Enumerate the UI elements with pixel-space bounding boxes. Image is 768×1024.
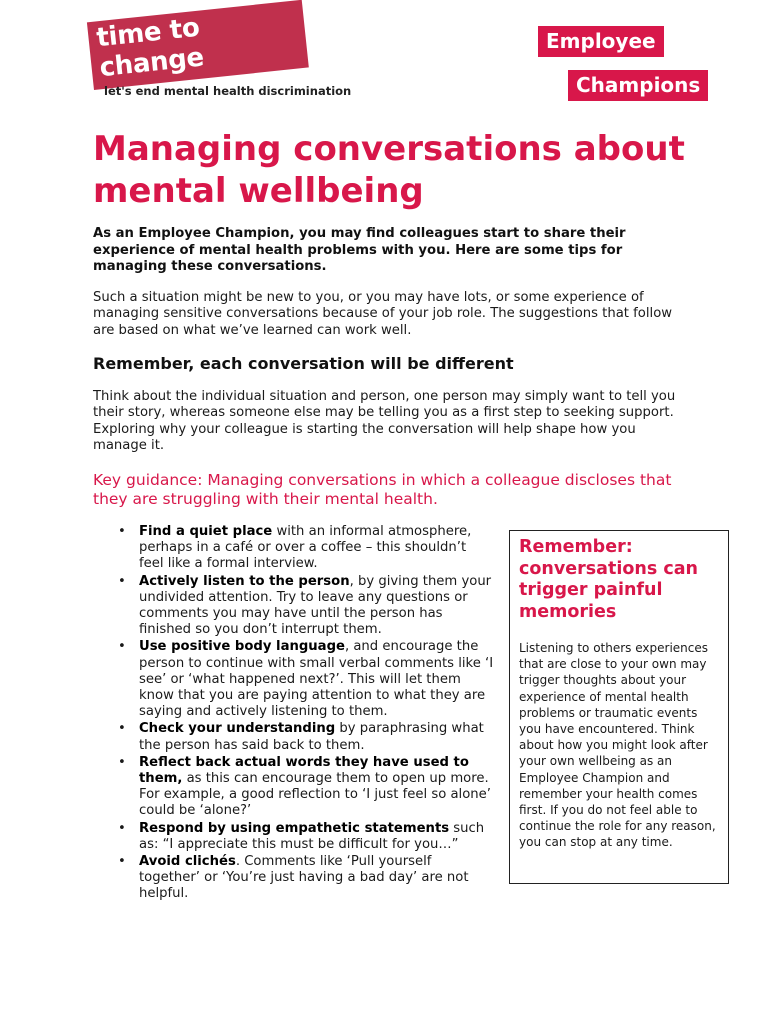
list-item xyxy=(118,755,494,820)
tip-lead: Use positive body language xyxy=(139,639,345,655)
tip-lead: Check your understanding xyxy=(139,721,336,737)
tip-lead: Find a quiet place xyxy=(139,524,273,539)
list-item xyxy=(118,574,494,639)
tip-lead: Reflect back actual words they have used to them, xyxy=(139,754,469,787)
tip-lead: Actively listen to the person xyxy=(139,573,350,589)
section-subheading: Remember, each conversation will be different xyxy=(93,354,514,373)
bullet: • xyxy=(118,820,126,836)
tip-text: . Comments like ‘Pull yourself together’ or ‘You’re just having a bad day’ are not helpful. xyxy=(139,854,469,902)
bullet: • xyxy=(118,754,126,770)
tips-list xyxy=(118,524,494,904)
list-item xyxy=(118,821,494,853)
bullet: • xyxy=(118,524,126,539)
tip-lead: Respond by using empathetic statements xyxy=(139,820,450,836)
tip-text: such as: “I appreciate this must be difficult for you…” xyxy=(139,820,485,852)
time-to-change-logo xyxy=(94,12,310,90)
tip-text: , and encourage the person to continue with small verbal comments like ‘I see’ or ‘what happened next?’. This will let them know that you are paying attention to what they are saying and actively listening to them. xyxy=(139,639,494,720)
key-guidance-heading: Key guidance: Managing conversations in which a colleague discloses that they are struggling with their mental health. xyxy=(93,471,672,508)
tip-lead: Avoid clichés xyxy=(139,854,236,870)
sidebox-body: Listening to others experiences that are close to your own may trigger thoughts about your experience of mental health problems or traumatic events you have encountered. Think about how you might look after your own wellbeing as an Employee Champion and remember your health comes first. If you do not feel able to continue the role for any reason, you can stop at any time. xyxy=(519,641,716,850)
page-title: Managing conversations about mental wellbeing xyxy=(93,129,685,211)
ec-logo-top: Employee xyxy=(538,26,664,57)
bullet: • xyxy=(118,721,126,737)
reminder-sidebox xyxy=(509,530,729,884)
ec-logo-bottom: Champions xyxy=(568,70,708,101)
list-item xyxy=(118,721,494,753)
situation-paragraph: Think about the individual situation and person, one person may simply want to tell you their story, whereas someone else may be telling you as a first step to seeking support. Exploring why your colleague is starting the conversation will help shape how you manage it. xyxy=(93,389,676,453)
tip-text: , by giving them your undivided attention. Try to leave any questions or comments you may have until the person has finished so you don’t interrupt them. xyxy=(139,573,492,638)
ttc-tagline: let's end mental health discrimination xyxy=(104,84,352,98)
tip-text: as this can encourage them to open up more. For example, a good reflection to ‘I just feel so alone’ could be ‘alone?’ xyxy=(139,771,491,819)
list-item xyxy=(118,639,494,720)
tip-text: with an informal atmosphere, perhaps in a café or over a coffee – this shouldn’t feel like a formal interview. xyxy=(139,524,472,572)
sidebox-title: Remember: conversations can trigger painful memories xyxy=(519,537,698,622)
list-item xyxy=(118,854,494,903)
list-item xyxy=(118,524,494,573)
tip-text: by paraphrasing what the person has said back to them. xyxy=(139,721,484,753)
employee-champions-logo xyxy=(538,26,704,108)
bullet: • xyxy=(118,573,126,589)
intro-paragraph: As an Employee Champion, you may find colleagues start to share their experience of mental health problems with you. Here are some tips for managing these conversations. xyxy=(93,226,626,274)
bullet: • xyxy=(118,639,126,655)
context-paragraph: Such a situation might be new to you, or you may have lots, or some experience of managing sensitive conversations because of your job role. The suggestions that follow are based on what we’ve learned can work well. xyxy=(93,290,673,338)
bullet: • xyxy=(118,854,126,870)
ttc-logo-text: time to change xyxy=(87,0,309,90)
